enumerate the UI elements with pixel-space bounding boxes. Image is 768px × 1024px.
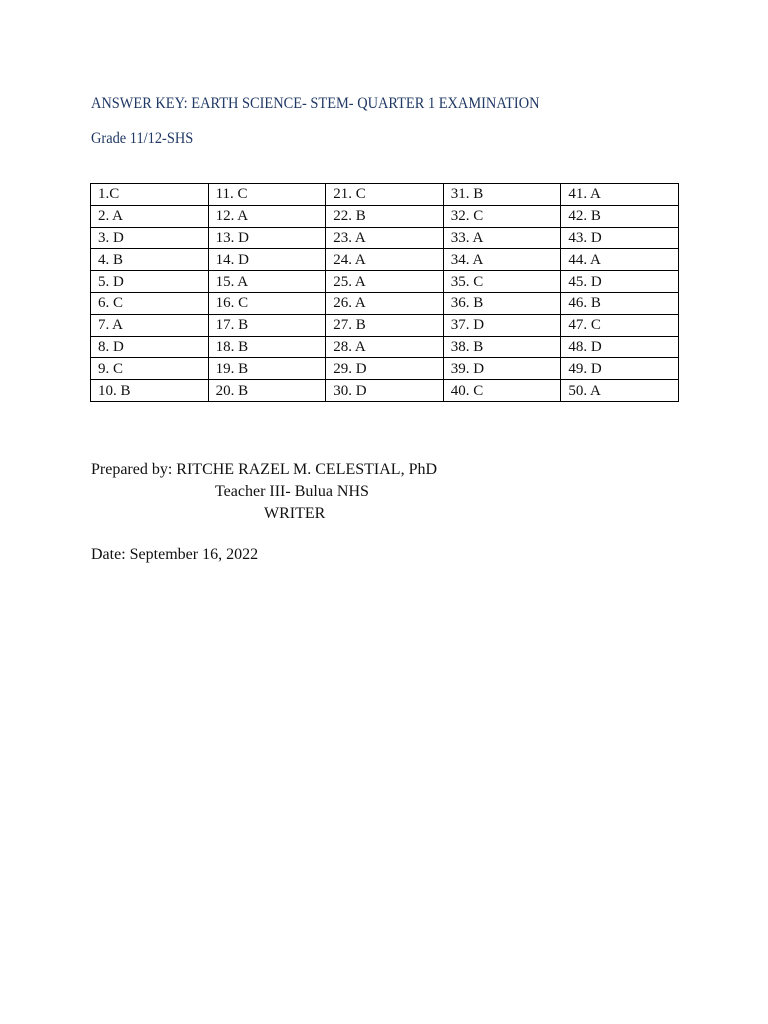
table-row (91, 205, 679, 227)
answer-cell: 20. B (208, 380, 326, 402)
answer-cell: 36. B (443, 292, 561, 314)
answer-cell: 6. C (91, 292, 209, 314)
answer-cell: 9. C (91, 358, 209, 380)
answer-cell: 48. D (561, 336, 679, 358)
answer-cell: 22. B (326, 205, 444, 227)
answer-cell: 5. D (91, 271, 209, 293)
answer-cell: 21. C (326, 184, 444, 206)
answer-cell: 26. A (326, 292, 444, 314)
answer-cell: 42. B (561, 205, 679, 227)
answer-cell: 10. B (91, 380, 209, 402)
answer-cell: 13. D (208, 227, 326, 249)
answer-cell: 29. D (326, 358, 444, 380)
answer-cell: 47. C (561, 314, 679, 336)
prepared-by-line: Prepared by: RITCHE RAZEL M. CELESTIAL, PhD (91, 461, 438, 478)
answer-cell: 43. D (561, 227, 679, 249)
answer-cell: 41. A (561, 184, 679, 206)
answer-cell: 46. B (561, 292, 679, 314)
answer-cell: 39. D (443, 358, 561, 380)
document-date: Date: September 16, 2022 (91, 546, 259, 563)
answer-cell: 16. C (208, 292, 326, 314)
answer-cell: 37. D (443, 314, 561, 336)
answer-cell: 25. A (326, 271, 444, 293)
answer-cell: 4. B (91, 249, 209, 271)
answer-cell: 35. C (443, 271, 561, 293)
author-position: Teacher III- Bulua NHS (215, 483, 369, 500)
answer-cell: 8. D (91, 336, 209, 358)
answer-cell: 38. B (443, 336, 561, 358)
answer-cell: 50. A (561, 380, 679, 402)
answer-cell: 32. C (443, 205, 561, 227)
answer-cell: 12. A (208, 205, 326, 227)
answer-cell: 23. A (326, 227, 444, 249)
answer-cell: 1.C (91, 184, 209, 206)
table-row (91, 184, 679, 206)
answer-cell: 30. D (326, 380, 444, 402)
table-row (91, 336, 679, 358)
author-role: WRITER (264, 505, 326, 522)
answer-cell: 28. A (326, 336, 444, 358)
answer-cell: 3. D (91, 227, 209, 249)
answer-cell: 40. C (443, 380, 561, 402)
answer-cell: 14. D (208, 249, 326, 271)
table-row (91, 292, 679, 314)
table-row (91, 380, 679, 402)
answer-key-table (90, 183, 679, 402)
answer-cell: 19. B (208, 358, 326, 380)
answer-cell: 17. B (208, 314, 326, 336)
document-subtitle: Grade 11/12-SHS (91, 130, 194, 147)
answer-cell: 11. C (208, 184, 326, 206)
table-row (91, 249, 679, 271)
answer-cell: 34. A (443, 249, 561, 271)
answer-cell: 2. A (91, 205, 209, 227)
answer-cell: 7. A (91, 314, 209, 336)
answer-cell: 24. A (326, 249, 444, 271)
table-row (91, 227, 679, 249)
answer-key-body (91, 184, 679, 402)
answer-cell: 15. A (208, 271, 326, 293)
answer-cell: 31. B (443, 184, 561, 206)
table-row (91, 358, 679, 380)
table-row (91, 271, 679, 293)
answer-cell: 49. D (561, 358, 679, 380)
answer-cell: 27. B (326, 314, 444, 336)
answer-cell: 44. A (561, 249, 679, 271)
document-title: ANSWER KEY: EARTH SCIENCE- STEM- QUARTER 1 EXAMINATION (91, 95, 540, 112)
answer-cell: 33. A (443, 227, 561, 249)
table-row (91, 314, 679, 336)
answer-cell: 45. D (561, 271, 679, 293)
answer-cell: 18. B (208, 336, 326, 358)
